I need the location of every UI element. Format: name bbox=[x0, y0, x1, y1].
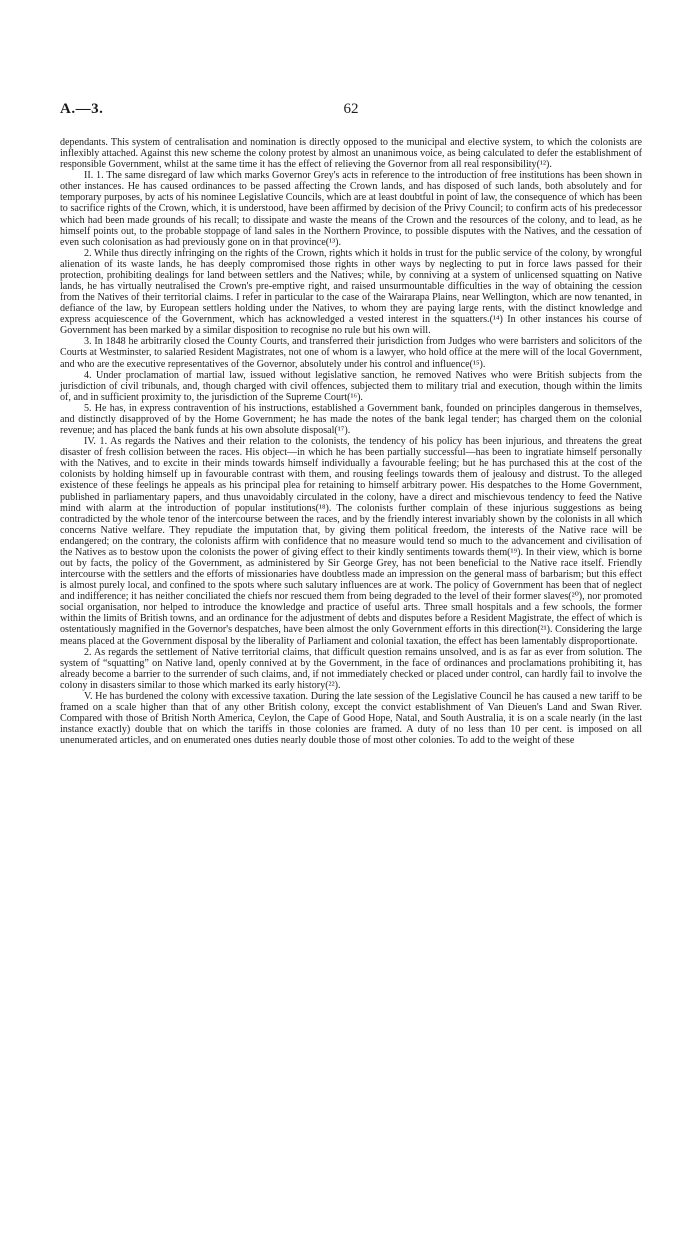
paragraph-section-4-2: 2. As regards the settlement of Native territorial claims, that difficult question remains unsolved, and is as far as ever from solution. The system of “squatting” on Native land, openly connived at by the Government, in the face of ordinances and proclamations prohibiting it, has already become a barrier to the surrender of such claims, and, if not immediately checked or placed under control, can hardly fail to involve the colony in disasters similar to those which marked its early history(²²). bbox=[60, 646, 642, 691]
paragraph-continuation: dependants. This system of centralisation and nomination is directly opposed to the municipal and elective system, to which the colonists are inflexibly attached. Against this new scheme the colony protest by almost an unanimous voice, as being calculated to defer the establishment of responsible Government, whilst at the same time it has the effect of relieving the Governor from all real responsibility(¹²). bbox=[60, 137, 642, 171]
page-header bbox=[60, 101, 642, 121]
paragraph-section-2-1: II. 1. The same disregard of law which marks Governor Grey's acts in reference to the introduction of free institutions has been shown in other instances. He has caused ordinances to be passed affecting the Crown lands, and has disposed of such lands, both absolutely and for temporary purposes, by acts of his nominee Legislative Councils, which are at least doubtful in point of law, the consequence of which has been to sacrifice rights of the Crown, which, it is understood, have been affirmed by decision of the Privy Council; to confirm acts of his predecessor which had been made grounds of his recall; to dissipate and waste the means of the Crown and the resources of the colony, and to lead, as he himself points out, to the probable stoppage of land sales in the Northern Province, to possible disputes with the Natives, and the cessation of even such colonisation as had previously gone on in that province(¹³). bbox=[60, 170, 642, 248]
paragraph-section-2-2: 2. While thus directly infringing on the rights of the Crown, rights which it holds in trust for the public service of the colony, by wrongful alienation of its waste lands, he has deeply compromised those rights in other ways by neglecting to put in force laws passed for their protection, prohibiting dealings for land between settlers and the Natives; while, by conniving at a system of unlicensed squatting on Native lands, he has virtually neutralised the Crown's pre-emptive right, and raised unsurmountable difficulties in the way of obtaining the cession from the Natives of their territorial claims. I refer in particular to the case of the Wairarapa Plains, near Wellington, which are now tenanted, in defiance of the law, by European settlers holding under the Natives, to whom they are paying large rents, with the distinct knowledge and express acquiescence of the Government, which has acknowledged a vested interest in the squatters.(¹⁴) In other instances his course of Government has been marked by a similar disposition to recognise no rule but his own will. bbox=[60, 247, 642, 337]
paragraph-section-4-1: IV. 1. As regards the Natives and their relation to the colonists, the tendency of his policy has been injurious, and threatens the great disaster of fresh collision between the races. His object—in which he has been partially successful—has been to ingratiate himself personally with the Natives, and to excite in their minds towards himself individually a favourable feeling; but he has purchased this at the cost of the colonists by holding himself up in favourable contrast with them, and rousing feelings towards them of jealousy and distrust. To the alleged existence of these feelings he appeals as his principal plea for retaining to himself arbitrary power. His despatches to the Home Government, published in parliamentary papers, and thus unavoidably circulated in the colony, have a direct and mischievous tendency to feed the Native mind with alarm at the introduction of popular institutions(¹⁸). The colonists further complain of these injurious suggestions as being contradicted by the whole tenor of the intercourse between the races, and by the friendly interest invariably shown by the colonists in all which concerns Native welfare. They repudiate the imputation that, by giving them political freedom, the interests of the Native race will be endangered; on the contrary, the colonists affirm with confidence that no measure would tend so much to the advancement and civilisation of the Natives as to bestow upon the colonists the power of giving effect to their kindly sentiments towards them(¹⁹). In their view, which is borne out by facts, the policy of the Government, as administered by Sir George Grey, has not been beneficial to the Native race itself. Friendly intercourse with the settlers and the efforts of missionaries have doubtless made an impression on the general mass of barbarism; but this effect is almost purely local, and confined to the spots where such salutary influences are at work. The policy of Government has been that of neglect and indifference; it has neither conciliated the chiefs nor rescued them from being degraded to the level of their former slaves(²⁰), nor promoted social organisation, nor helped to introduce the knowledge and practice of useful arts. Three small hospitals and a few schools, the former within the limits of British towns, and an ordinance for the adjustment of debts and disputes before a Resident Magistrate, the effect of which is ostentatiously magnified in the Governor's despatches, have been almost the only Government efforts in this direction(²¹). Considering the large means placed at the Government disposal by the liberality of Parliament and colonial taxation, the effect has been lamentably disproportionate. bbox=[60, 436, 642, 647]
paragraph-section-5: V. He has burdened the colony with excessive taxation. During the late session of the Legislative Council he has caused a new tariff to be framed on a scale higher than that of any other British colony, except the convict establishment of Van Dieuen's Land and Swan River. Compared with those of British North America, Ceylon, the Cape of Good Hope, Natal, and South Australia, it is on a scale nearly (in the last instance exactly) double that on which the tariffs in those colonies are framed. A duty of no less than 10 per cent. is imposed on all unenumerated articles, and on enumerated ones duties nearly double those of most other colonies. To add to the weight of these bbox=[60, 690, 642, 747]
paragraph-section-2-5: 5. He has, in express contravention of his instructions, established a Government bank, founded on principles dangerous in themselves, and distinctly disapproved of by the Home Government; he has made the notes of the bank legal tender; has charged them on the colonial revenue; and has placed the bank funds at his own absolute disposal(¹⁷). bbox=[60, 402, 642, 437]
body-text bbox=[60, 137, 642, 746]
page-number: 62 bbox=[343, 101, 359, 117]
paper-reference: A.—3. bbox=[60, 101, 104, 117]
paragraph-section-2-3: 3. In 1848 he arbitrarily closed the County Courts, and transferred their jurisdiction from Judges who were barristers and solicitors of the Courts at Westminster, to salaried Resident Magistrates, not one of whom is a lawyer, who hold office at the mere will of the local Government, and who are the executive representatives of the Governor, absolutely under his control and influence(¹⁵). bbox=[60, 336, 642, 370]
paragraph-section-2-4: 4. Under proclamation of martial law, issued without legislative sanction, he removed Natives who were British subjects from the jurisdiction of civil tribunals, and, though charged with civil offences, subjected them to military trial and execution, though within the limits of, and in sufficient proximity to, the jurisdiction of the Supreme Court(¹⁶). bbox=[60, 369, 642, 403]
